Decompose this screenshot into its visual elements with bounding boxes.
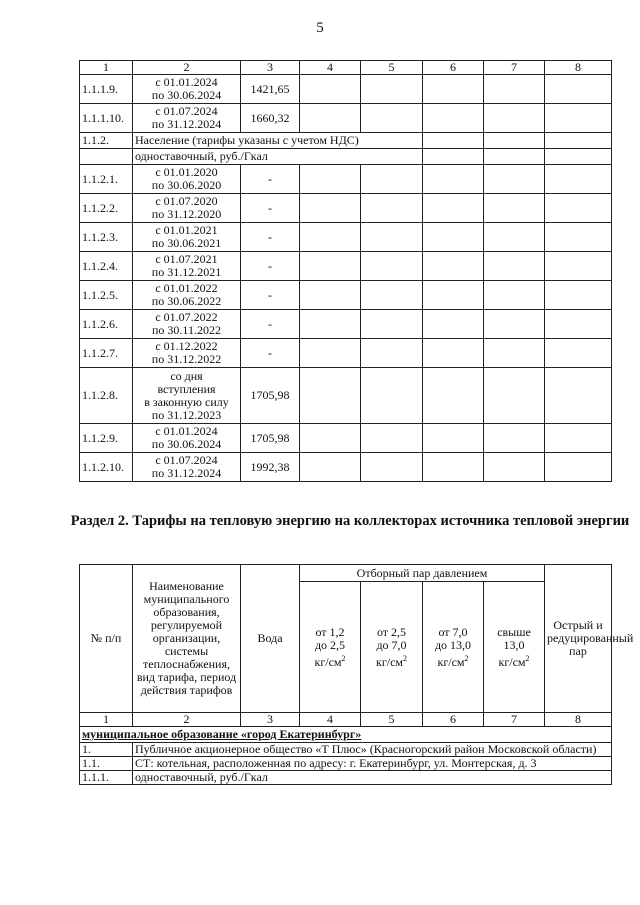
tariff-table-section1 bbox=[79, 60, 612, 482]
empty-cell bbox=[484, 339, 545, 368]
empty-cell bbox=[545, 281, 612, 310]
page-number: 5 bbox=[316, 20, 324, 36]
empty-cell bbox=[484, 194, 545, 223]
empty-cell bbox=[423, 424, 484, 453]
tariff-value: 1705,98 bbox=[241, 424, 300, 453]
pressure-to: до 7,0 bbox=[376, 637, 407, 652]
empty-cell bbox=[423, 194, 484, 223]
col-header-steam-pressure bbox=[300, 582, 361, 713]
empty-cell bbox=[423, 165, 484, 194]
empty-cell bbox=[361, 310, 423, 339]
period-line: по 30.06.2021 bbox=[151, 236, 222, 250]
empty-cell bbox=[300, 165, 361, 194]
empty-cell bbox=[545, 104, 612, 133]
column-number: 8 bbox=[545, 713, 612, 727]
table-row bbox=[80, 252, 612, 281]
period-line: с 01.07.2022 bbox=[155, 310, 218, 324]
period-cell bbox=[133, 252, 241, 281]
tariff-value: - bbox=[241, 194, 300, 223]
empty-cell bbox=[423, 453, 484, 482]
empty-cell bbox=[361, 104, 423, 133]
empty-cell bbox=[361, 368, 423, 424]
empty-cell bbox=[300, 223, 361, 252]
empty-cell bbox=[545, 149, 612, 165]
municipality-row: муниципальное образование «город Екатеринбург» bbox=[80, 727, 612, 743]
tariff-value: - bbox=[241, 281, 300, 310]
period-cell bbox=[133, 104, 241, 133]
column-number: 7 bbox=[484, 713, 545, 727]
pressure-to: до 2,5 bbox=[314, 637, 346, 652]
row-number: 1.1.1.10. bbox=[80, 104, 133, 133]
period-line: по 31.12.2024 bbox=[151, 117, 222, 131]
row-number: 1.1.2.7. bbox=[80, 339, 133, 368]
empty-cell bbox=[361, 75, 423, 104]
period-line: вступления bbox=[157, 381, 216, 396]
empty-cell bbox=[484, 252, 545, 281]
empty-cell bbox=[361, 194, 423, 223]
tariff-value: 1660,32 bbox=[241, 104, 300, 133]
pressure-to: до 13,0 bbox=[434, 637, 472, 652]
row-text-wide: одноставочный, руб./Гкал bbox=[133, 149, 423, 165]
pressure-unit: кг/см bbox=[375, 654, 403, 669]
table-row bbox=[80, 165, 612, 194]
column-number: 5 bbox=[361, 713, 423, 727]
empty-cell bbox=[423, 368, 484, 424]
row-number: 1.1.2.5. bbox=[80, 281, 133, 310]
empty-cell bbox=[484, 310, 545, 339]
pressure-from: от 7,0 bbox=[438, 624, 468, 639]
pressure-unit: кг/см bbox=[437, 654, 465, 669]
period-line: с 01.01.2021 bbox=[155, 223, 218, 237]
empty-cell bbox=[300, 310, 361, 339]
tariff-value: 1992,38 bbox=[241, 453, 300, 482]
empty-cell bbox=[484, 368, 545, 424]
column-number: 4 bbox=[300, 61, 361, 75]
empty-cell bbox=[361, 252, 423, 281]
tariff-value: - bbox=[241, 310, 300, 339]
period-line: с 01.07.2024 bbox=[155, 453, 218, 467]
table-row bbox=[80, 281, 612, 310]
period-line: по 30.06.2024 bbox=[151, 437, 222, 451]
empty-cell bbox=[423, 75, 484, 104]
row-number: 1. bbox=[80, 743, 133, 757]
row-number: 1.1.2.10. bbox=[80, 453, 133, 482]
empty-cell bbox=[300, 194, 361, 223]
column-number: 8 bbox=[545, 61, 612, 75]
table-row bbox=[80, 75, 612, 104]
empty-cell bbox=[484, 223, 545, 252]
table-row bbox=[80, 149, 612, 165]
col-header-steam-pressure bbox=[361, 582, 423, 713]
table-row bbox=[80, 453, 612, 482]
row-number: 1.1.2.3. bbox=[80, 223, 133, 252]
period-line: в законную силу bbox=[144, 394, 229, 409]
column-number: 3 bbox=[241, 61, 300, 75]
empty-cell bbox=[545, 424, 612, 453]
pressure-from: свыше bbox=[497, 624, 531, 639]
empty-cell bbox=[545, 165, 612, 194]
period-line: с 01.01.2020 bbox=[155, 165, 218, 179]
table-row bbox=[80, 771, 612, 785]
empty-cell bbox=[423, 104, 484, 133]
table-row bbox=[80, 223, 612, 252]
column-number: 2 bbox=[133, 61, 241, 75]
table-row bbox=[80, 310, 612, 339]
empty-cell bbox=[545, 223, 612, 252]
col-header-water: Вода bbox=[241, 565, 300, 713]
empty-cell bbox=[484, 165, 545, 194]
empty-cell bbox=[484, 281, 545, 310]
empty-cell bbox=[300, 453, 361, 482]
column-number: 2 bbox=[133, 713, 241, 727]
empty-cell bbox=[361, 281, 423, 310]
period-cell bbox=[133, 368, 241, 424]
column-number: 7 bbox=[484, 61, 545, 75]
tariff-value: 1705,98 bbox=[241, 368, 300, 424]
period-cell bbox=[133, 281, 241, 310]
tariff-table-section2 bbox=[79, 564, 634, 785]
empty-cell bbox=[545, 310, 612, 339]
column-number: 6 bbox=[423, 713, 484, 727]
pressure-unit: кг/см bbox=[314, 654, 342, 669]
period-cell bbox=[133, 223, 241, 252]
empty-cell bbox=[423, 339, 484, 368]
section-2-title: Раздел 2. Тарифы на тепловую энергию на коллекторах источника тепловой энергии bbox=[70, 513, 630, 529]
table-row bbox=[80, 757, 612, 771]
empty-cell bbox=[484, 104, 545, 133]
table-row bbox=[80, 133, 612, 149]
empty-cell bbox=[361, 424, 423, 453]
empty-cell bbox=[484, 453, 545, 482]
column-number: 1 bbox=[80, 713, 133, 727]
empty-cell bbox=[545, 75, 612, 104]
period-line: по 31.12.2023 bbox=[151, 407, 222, 422]
tariff-value: - bbox=[241, 165, 300, 194]
empty-cell bbox=[423, 281, 484, 310]
row-text: одноставочный, руб./Гкал bbox=[133, 771, 612, 785]
empty-cell bbox=[423, 310, 484, 339]
period-line: по 30.11.2022 bbox=[152, 323, 221, 337]
empty-cell bbox=[545, 339, 612, 368]
col-header-name: Наименование муниципального образования, регулируемой организации, системы теплоснабжения, вид тарифа, период действия тарифов bbox=[133, 565, 241, 713]
empty-cell bbox=[545, 252, 612, 281]
empty-cell bbox=[545, 133, 612, 149]
period-cell bbox=[133, 165, 241, 194]
table-row bbox=[80, 743, 612, 757]
table-row bbox=[80, 104, 612, 133]
row-text-wide: Население (тарифы указаны с учетом НДС) bbox=[133, 133, 423, 149]
empty-cell bbox=[423, 223, 484, 252]
period-cell bbox=[133, 194, 241, 223]
row-number: 1.1.2.1. bbox=[80, 165, 133, 194]
row-number bbox=[80, 149, 133, 165]
tariff-value: 1421,65 bbox=[241, 75, 300, 104]
column-number: 6 bbox=[423, 61, 484, 75]
table-row bbox=[80, 368, 612, 424]
superscript: 2 bbox=[525, 653, 530, 663]
table-row bbox=[80, 194, 612, 223]
empty-cell bbox=[484, 149, 545, 165]
row-number: 1.1.2. bbox=[80, 133, 133, 149]
period-line: по 31.12.2022 bbox=[151, 352, 222, 366]
column-number: 5 bbox=[361, 61, 423, 75]
empty-cell bbox=[423, 149, 484, 165]
row-number: 1.1.2.2. bbox=[80, 194, 133, 223]
col-header-sharp-steam: Острый и редуцированный пар bbox=[545, 565, 612, 713]
period-line: с 01.12.2022 bbox=[155, 339, 218, 353]
table-row bbox=[80, 424, 612, 453]
period-cell bbox=[133, 453, 241, 482]
empty-cell bbox=[484, 133, 545, 149]
pressure-unit: кг/см bbox=[498, 654, 526, 669]
period-line: по 30.06.2022 bbox=[151, 294, 222, 308]
period-line: со дня bbox=[170, 368, 203, 383]
period-line: по 30.06.2024 bbox=[151, 88, 222, 102]
table-header-row bbox=[80, 61, 612, 75]
period-cell bbox=[133, 75, 241, 104]
empty-cell bbox=[423, 133, 484, 149]
tariff-value: - bbox=[241, 339, 300, 368]
column-number: 3 bbox=[241, 713, 300, 727]
empty-cell bbox=[300, 252, 361, 281]
empty-cell bbox=[300, 281, 361, 310]
row-number: 1.1.2.4. bbox=[80, 252, 133, 281]
tariff-value: - bbox=[241, 223, 300, 252]
period-cell bbox=[133, 339, 241, 368]
tariff-value: - bbox=[241, 252, 300, 281]
period-line: по 31.12.2020 bbox=[151, 207, 222, 221]
empty-cell bbox=[300, 368, 361, 424]
col-header-number: № п/п bbox=[80, 565, 133, 713]
period-line: с 01.07.2024 bbox=[155, 104, 218, 118]
pressure-to: 13,0 bbox=[503, 637, 525, 652]
pressure-from: от 2,5 bbox=[376, 624, 407, 639]
empty-cell bbox=[361, 339, 423, 368]
period-line: с 01.01.2024 bbox=[155, 424, 218, 438]
superscript: 2 bbox=[464, 653, 469, 663]
empty-cell bbox=[300, 75, 361, 104]
col-header-steam-pressure bbox=[423, 582, 484, 713]
empty-cell bbox=[484, 75, 545, 104]
period-line: с 01.01.2024 bbox=[155, 75, 218, 89]
col-header-steam-pressure bbox=[484, 582, 545, 713]
row-number: 1.1.1.9. bbox=[80, 75, 133, 104]
row-number: 1.1.1. bbox=[80, 771, 133, 785]
period-line: по 31.12.2024 bbox=[151, 466, 222, 480]
period-line: с 01.07.2020 bbox=[155, 194, 218, 208]
empty-cell bbox=[300, 339, 361, 368]
empty-cell bbox=[545, 453, 612, 482]
column-number: 4 bbox=[300, 713, 361, 727]
column-number: 1 bbox=[80, 61, 133, 75]
empty-cell bbox=[300, 104, 361, 133]
empty-cell bbox=[423, 252, 484, 281]
row-text: СТ: котельная, расположенная по адресу: г. Екатеринбург, ул. Монтерская, д. 3 bbox=[133, 757, 612, 771]
empty-cell bbox=[300, 424, 361, 453]
row-number: 1.1.2.9. bbox=[80, 424, 133, 453]
table-row bbox=[80, 339, 612, 368]
period-cell bbox=[133, 424, 241, 453]
empty-cell bbox=[361, 165, 423, 194]
empty-cell bbox=[361, 453, 423, 482]
period-line: с 01.07.2021 bbox=[155, 252, 218, 266]
row-text: Публичное акционерное общество «Т Плюс» (Красногорский район Московской области) bbox=[133, 743, 612, 757]
superscript: 2 bbox=[341, 653, 346, 663]
empty-cell bbox=[361, 223, 423, 252]
row-number: 1.1. bbox=[80, 757, 133, 771]
period-cell bbox=[133, 310, 241, 339]
empty-cell bbox=[545, 368, 612, 424]
period-line: по 30.06.2020 bbox=[151, 178, 222, 192]
pressure-from: от 1,2 bbox=[315, 624, 345, 639]
col-header-steam-group: Отборный пар давлением bbox=[300, 565, 545, 582]
empty-cell bbox=[545, 194, 612, 223]
superscript: 2 bbox=[403, 653, 407, 663]
row-number: 1.1.2.8. bbox=[80, 368, 133, 424]
period-line: по 31.12.2021 bbox=[151, 265, 222, 279]
period-line: с 01.01.2022 bbox=[155, 281, 218, 295]
empty-cell bbox=[484, 424, 545, 453]
row-number: 1.1.2.6. bbox=[80, 310, 133, 339]
